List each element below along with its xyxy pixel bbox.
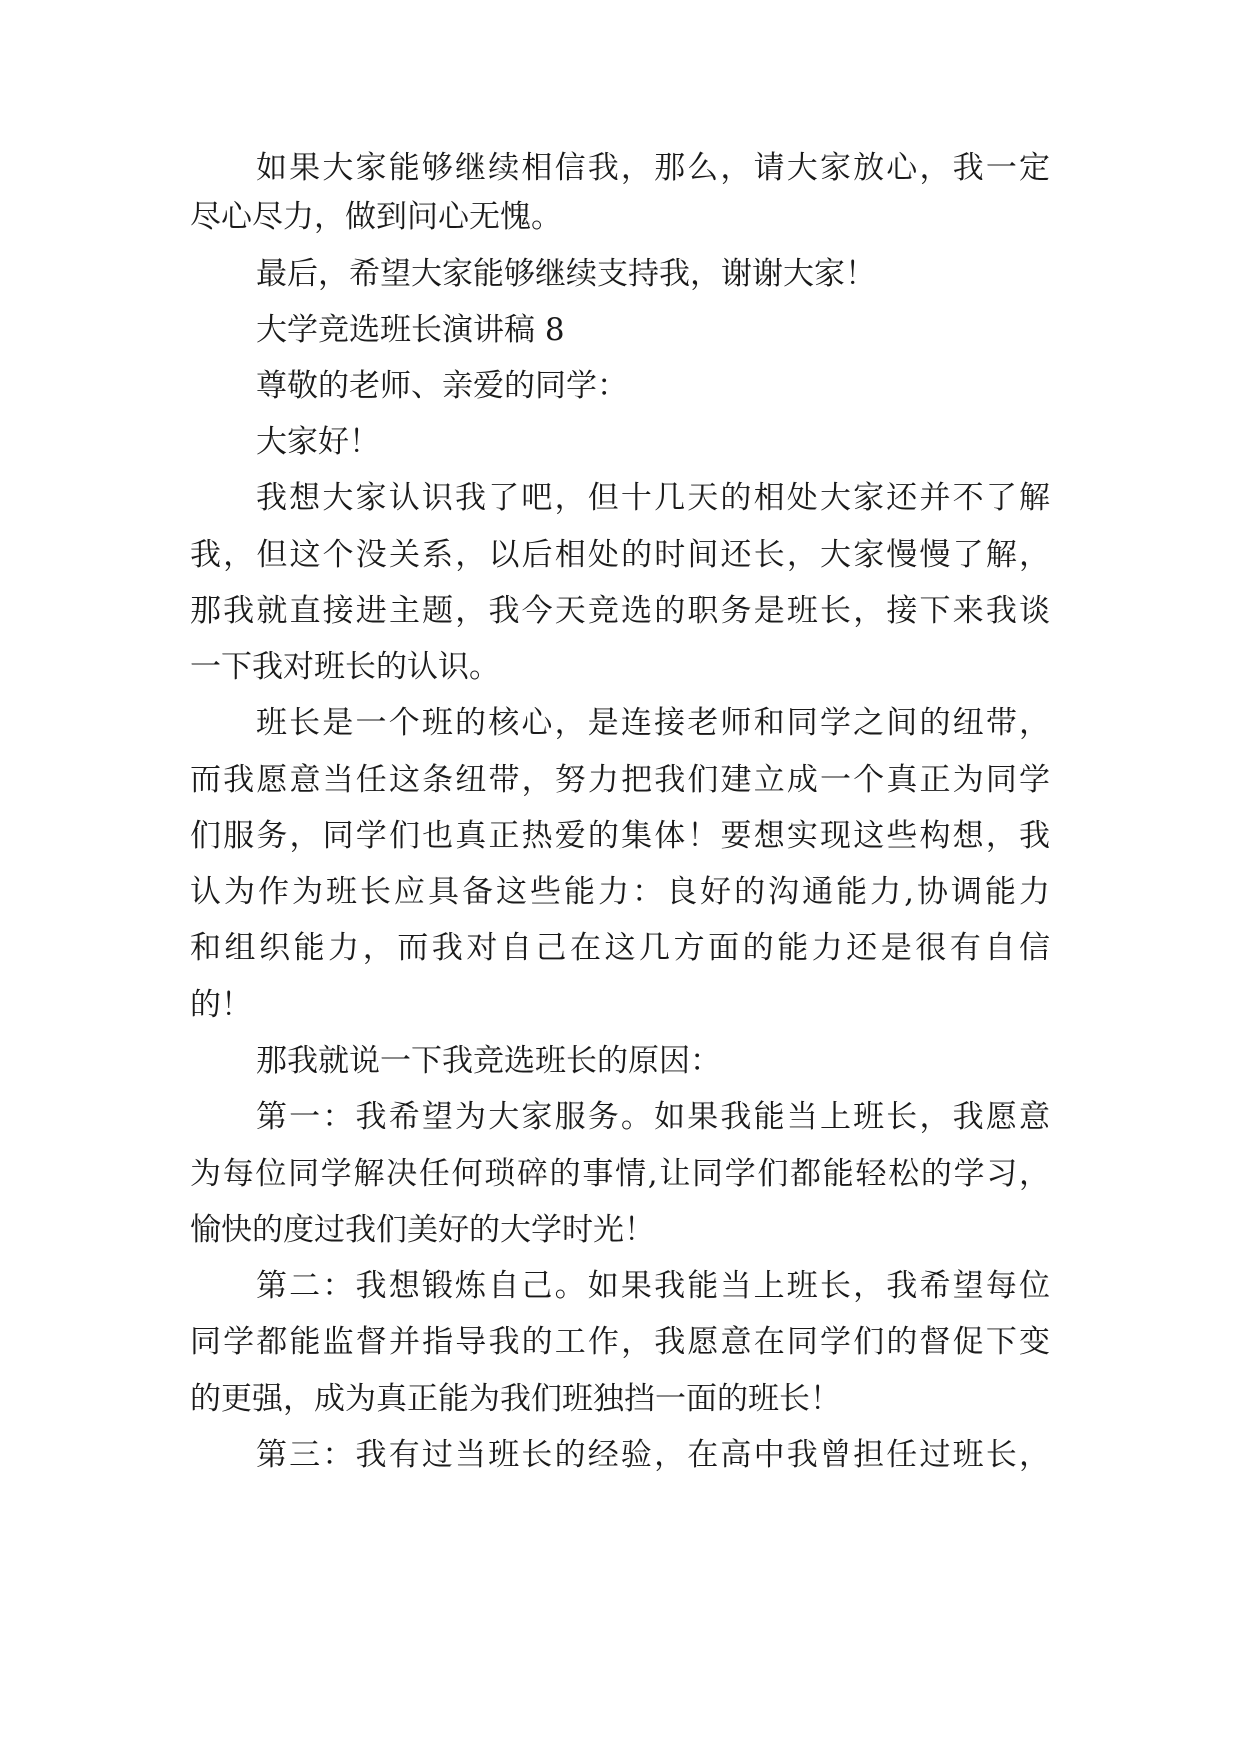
paragraph-line: 我，但这个没关系，以后相处的时间还长，大家慢慢了解， [190, 537, 1050, 573]
salutation: 尊敬的老师、亲爱的同学： [256, 368, 628, 404]
paragraph-line: 那我就说一下我竞选班长的原因： [256, 1043, 721, 1079]
paragraph-line: 愉快的度过我们美好的大学时光！ [190, 1212, 655, 1248]
paragraph-line: 我想大家认识我了吧，但十几天的相处大家还并不了解 [256, 480, 1050, 516]
paragraph-line: 的！ [190, 987, 252, 1023]
paragraph-line: 同学都能监督并指导我的工作，我愿意在同学们的督促下变 [190, 1324, 1050, 1360]
paragraph-line: 第一：我希望为大家服务。如果我能当上班长，我愿意 [256, 1099, 1050, 1135]
paragraph-line: 认为作为班长应具备这些能力：良好的沟通能力,协调能力 [190, 874, 1050, 910]
paragraph-line: 班长是一个班的核心，是连接老师和同学之间的纽带， [256, 705, 1050, 741]
paragraph-line: 如果大家能够继续相信我，那么，请大家放心，我一定 [256, 150, 1050, 186]
paragraph-line: 尽心尽力，做到问心无愧。 [190, 199, 562, 235]
paragraph-line: 那我就直接进主题，我今天竞选的职务是班长，接下来我谈 [190, 593, 1050, 629]
paragraph-line: 一下我对班长的认识。 [190, 649, 500, 685]
paragraph-line: 最后，希望大家能够继续支持我，谢谢大家！ [256, 256, 876, 292]
paragraph-line: 为每位同学解决任何琐碎的事情,让同学们都能轻松的学习， [190, 1156, 1050, 1192]
paragraph-line: 第二：我想锻炼自己。如果我能当上班长，我希望每位 [256, 1268, 1050, 1304]
section-title: 大学竞选班长演讲稿 8 [256, 312, 565, 348]
paragraph-line: 们服务，同学们也真正热爱的集体！要想实现这些构想，我 [190, 818, 1050, 854]
paragraph-line: 第三：我有过当班长的经验，在高中我曾担任过班长， [256, 1437, 1050, 1473]
paragraph-line: 的更强，成为真正能为我们班独挡一面的班长！ [190, 1381, 841, 1417]
paragraph-line: 而我愿意当任这条纽带，努力把我们建立成一个真正为同学 [190, 762, 1050, 798]
paragraph-line: 和组织能力，而我对自己在这几方面的能力还是很有自信 [190, 930, 1050, 966]
greeting: 大家好！ [256, 424, 380, 460]
